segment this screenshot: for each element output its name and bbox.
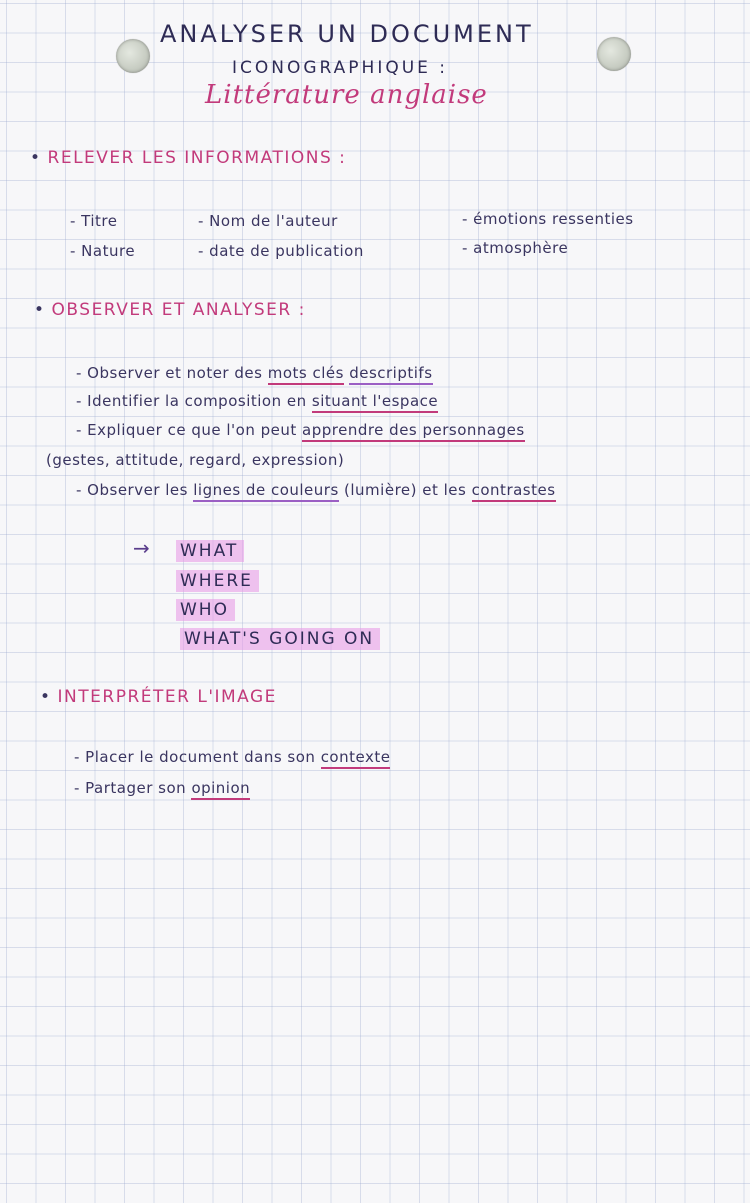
page-title: ANALYSER UN DOCUMENT bbox=[160, 20, 534, 48]
line-text: - Partager son bbox=[74, 779, 192, 797]
interpret-line-1 bbox=[74, 748, 390, 766]
course-name: Littérature anglaise bbox=[205, 80, 488, 110]
underlined-keyword: apprendre des personnages bbox=[302, 421, 525, 442]
section-heading-text: RELEVER LES INFORMATIONS : bbox=[47, 148, 347, 168]
section-heading-relever bbox=[30, 148, 346, 168]
arrow-icon: → bbox=[133, 536, 150, 560]
question-what: WHAT bbox=[176, 540, 244, 562]
line-text: - Placer le document dans son bbox=[74, 748, 321, 766]
page-subtitle: ICONOGRAPHIQUE : bbox=[232, 58, 449, 78]
observer-line-2 bbox=[76, 392, 438, 410]
line-text: - Identifier la composition en bbox=[76, 392, 312, 410]
bullet-dot: • bbox=[40, 687, 52, 707]
info-item-nature: - Nature bbox=[70, 242, 136, 260]
interpret-line-2 bbox=[74, 779, 250, 797]
info-item-emotions: - émotions ressenties bbox=[462, 210, 634, 228]
punch-hole-right bbox=[597, 37, 631, 71]
info-item-date: - date de publication bbox=[198, 242, 364, 260]
bullet-dot: • bbox=[30, 148, 42, 168]
observer-line-3-continued: (gestes, attitude, regard, expression) bbox=[46, 451, 345, 469]
underlined-keyword: opinion bbox=[191, 779, 250, 800]
underlined-keyword: descriptifs bbox=[349, 364, 432, 385]
underlined-keyword: contrastes bbox=[472, 481, 556, 502]
question-who: WHO bbox=[176, 599, 235, 621]
bullet-dot: • bbox=[34, 300, 46, 320]
info-item-auteur: - Nom de l'auteur bbox=[198, 212, 338, 230]
underlined-keyword: lignes de couleurs bbox=[193, 481, 339, 502]
section-heading-text: OBSERVER ET ANALYSER : bbox=[51, 300, 306, 320]
underlined-keyword: mots clés bbox=[268, 364, 344, 385]
observer-line-4 bbox=[76, 481, 556, 499]
section-heading-text: INTERPRÉTER L'IMAGE bbox=[57, 687, 277, 707]
underlined-keyword: contexte bbox=[321, 748, 391, 769]
underlined-keyword: situant l'espace bbox=[312, 392, 438, 413]
info-item-titre: - Titre bbox=[70, 212, 118, 230]
line-text: (lumière) et les bbox=[338, 481, 472, 499]
line-text: - Expliquer ce que l'on peut bbox=[76, 421, 303, 439]
question-where: WHERE bbox=[176, 570, 259, 592]
line-text: - Observer et noter des bbox=[76, 364, 268, 382]
line-text: - Observer les bbox=[76, 481, 194, 499]
section-heading-observer bbox=[34, 300, 306, 320]
observer-line-3 bbox=[76, 421, 525, 439]
question-whats-going-on: WHAT'S GOING ON bbox=[180, 628, 380, 650]
section-heading-interpreter bbox=[40, 687, 277, 707]
info-item-atmosphere: - atmosphère bbox=[462, 239, 569, 257]
observer-line-1 bbox=[76, 364, 433, 382]
punch-hole-left bbox=[116, 39, 150, 73]
